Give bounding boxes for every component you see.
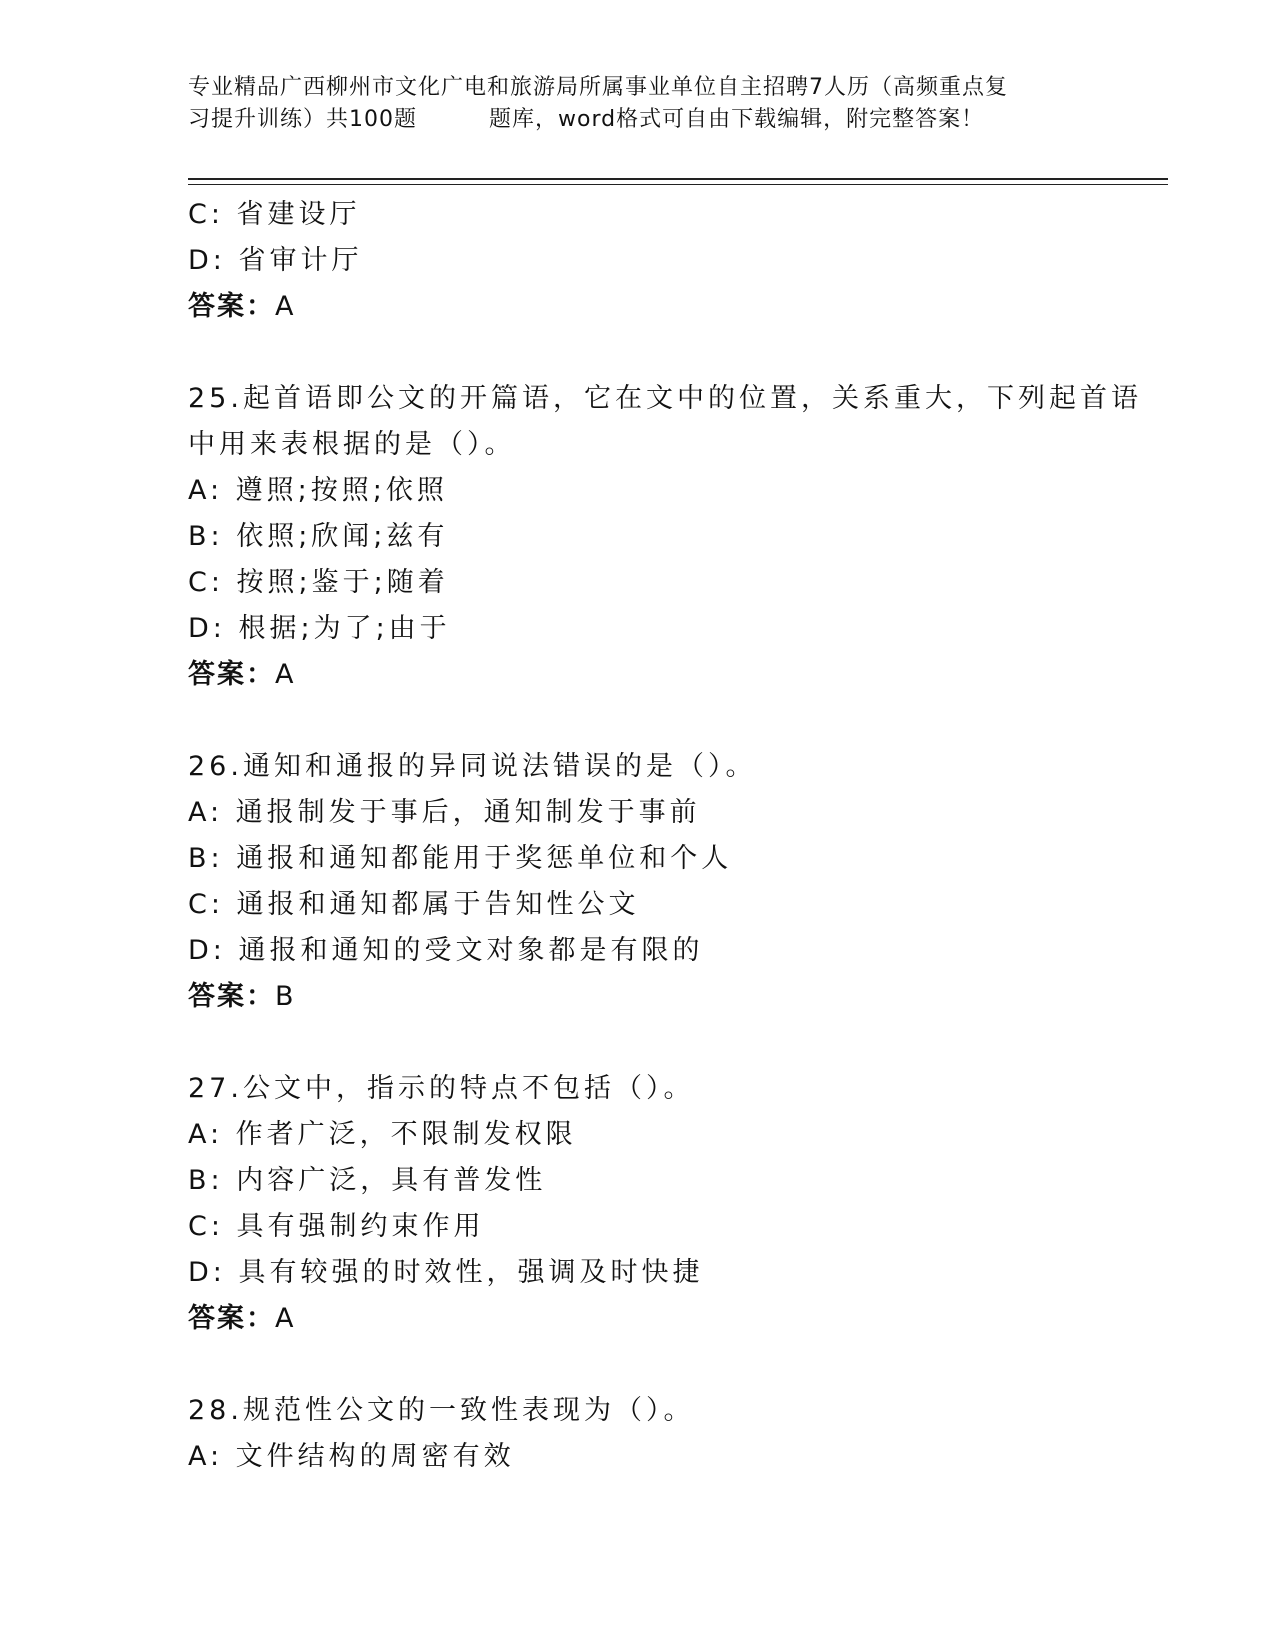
answer-value: A	[275, 291, 296, 322]
answer-line	[188, 974, 1148, 1020]
option-a: A: 文件结构的周密有效	[188, 1441, 515, 1472]
option-d: D: 通报和通知的受文对象都是有限的	[188, 935, 704, 966]
answer-value: B	[275, 981, 296, 1012]
option-c: C: 具有强制约束作用	[188, 1211, 485, 1242]
option-d: D: 根据;为了;由于	[188, 613, 451, 644]
answer-value: A	[275, 659, 296, 690]
answer-label: 答案：	[188, 659, 275, 690]
answer-label: 答案：	[188, 981, 275, 1012]
option-a: A: 通报制发于事后，通知制发于事前	[188, 797, 701, 828]
question-27	[188, 1066, 1148, 1342]
question-stem-line-2: 中用来表根据的是（）。	[188, 429, 516, 460]
option-d: D: 省审计厅	[188, 245, 363, 276]
option-b: B: 通报和通知都能用于奖惩单位和个人	[188, 843, 733, 874]
document-header	[188, 72, 1088, 136]
answer-label: 答案：	[188, 1303, 275, 1334]
option-a: A: 遵照;按照;依照	[188, 475, 448, 506]
question-stem: 27.公文中，指示的特点不包括（）。	[188, 1073, 695, 1104]
question-stem: 26.通知和通报的异同说法错误的是（）。	[188, 751, 757, 782]
question-stem-line-1: 25.起首语即公文的开篇语，它在文中的位置，关系重大，下列起首语	[188, 383, 1142, 414]
question-25	[188, 376, 1148, 698]
header-title-line-2-left: 习提升训练）共100题	[188, 107, 417, 132]
answer-line	[188, 1296, 1148, 1342]
header-divider-thick	[188, 178, 1168, 180]
question-stem: 28.规范性公文的一致性表现为（）。	[188, 1395, 695, 1426]
option-c: C: 省建设厅	[188, 199, 361, 230]
answer-value: A	[275, 1303, 296, 1334]
question-26	[188, 744, 1148, 1020]
option-b: B: 依照;欣闻;兹有	[188, 521, 449, 552]
answer-label: 答案：	[188, 291, 275, 322]
question-28	[188, 1388, 1148, 1480]
header-divider-thin	[188, 184, 1168, 185]
option-a: A: 作者广泛，不限制发权限	[188, 1119, 577, 1150]
answer-line	[188, 652, 1148, 698]
option-d: D: 具有较强的时效性，强调及时快捷	[188, 1257, 704, 1288]
option-c: C: 按照;鉴于;随着	[188, 567, 449, 598]
option-b: B: 内容广泛，具有普发性	[188, 1165, 547, 1196]
header-title-line-2	[188, 104, 1088, 136]
previous-question-tail	[188, 192, 1148, 330]
answer-line	[188, 284, 1148, 330]
header-title-line-1: 专业精品广西柳州市文化广电和旅游局所属事业单位自主招聘7人历（高频重点复	[188, 75, 1008, 100]
header-title-line-2-right: 题库，word格式可自由下载编辑，附完整答案！	[489, 107, 985, 132]
option-c: C: 通报和通知都属于告知性公文	[188, 889, 640, 920]
document-body	[188, 192, 1148, 1480]
